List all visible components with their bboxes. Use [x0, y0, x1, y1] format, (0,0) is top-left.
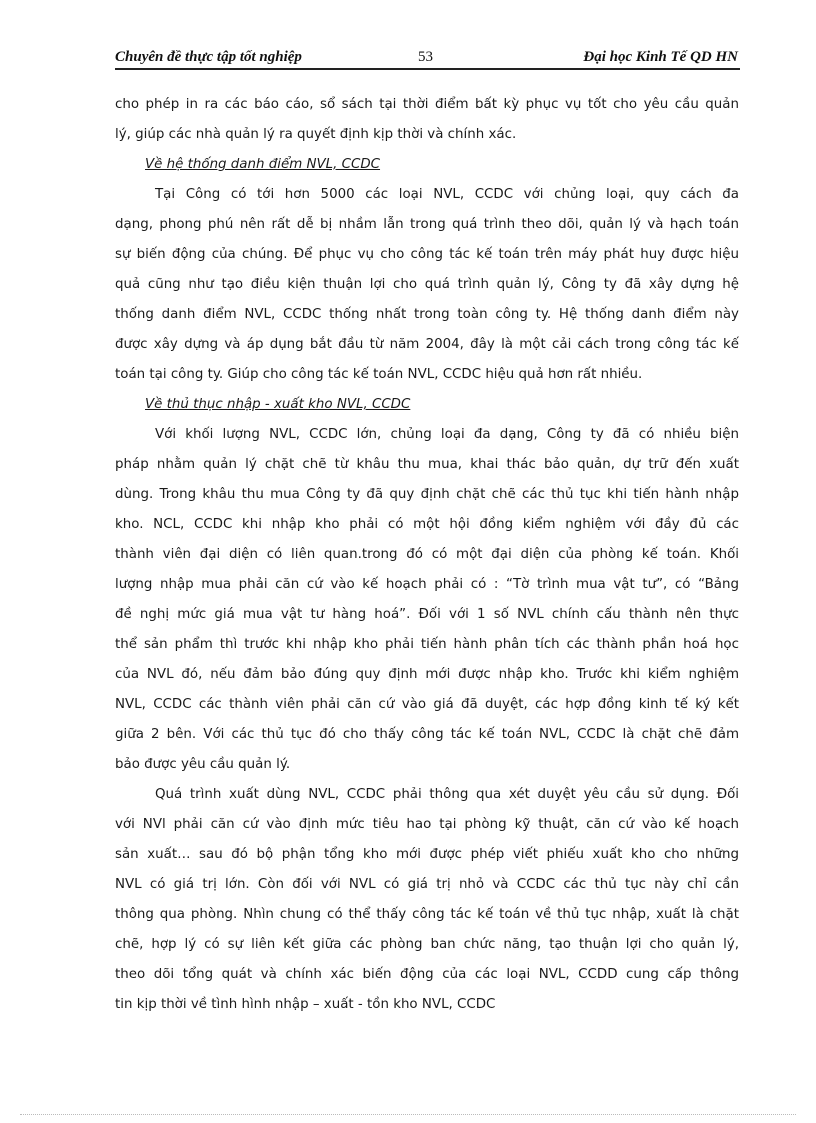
text-line: đề nghị mức giá mua vật tư hàng hoá”. Đối với 1 số NVL chính cấu thành nên thực	[115, 607, 739, 622]
text-line: pháp nhằm quản lý chặt chẽ từ khâu thu mua, khai thác bảo quản, dự trữ đến xuất	[115, 457, 739, 472]
text-line: Quá trình xuất dùng NVL, CCDC phải thông qua xét duyệt yêu cầu sử dụng. Đối	[155, 787, 739, 802]
text-line: dạng, phong phú nên rất dễ bị nhầm lẫn trong quá trình theo dõi, quản lý và hạch toán	[115, 217, 739, 232]
text-line: thành viên đại diện có liên quan.trong đó có một đại diện của phòng kế toán. Khối	[115, 547, 739, 562]
text-line: giữa 2 bên. Với các thủ tục đó cho thấy công tác kế toán NVL, CCDC là chặt chẽ đảm	[115, 727, 739, 742]
text-line: chẽ, hợp lý có sự liên kết giữa các phòng ban chức năng, tạo thuận lợi cho quản lý,	[115, 937, 739, 952]
page-number: 53	[418, 49, 433, 65]
text-line: sản xuất… sau đó bộ phận tổng kho mới được phép viết phiếu xuất kho cho những	[115, 847, 739, 862]
text-line: với NVl phải căn cứ vào định mức tiêu hao tại phòng kỹ thuật, căn cứ vào kế hoạch	[115, 817, 739, 832]
text-line: thể sản phẩm thì trước khi nhập kho phải tiến hành phân tích các thành phần hoá học	[115, 637, 739, 652]
text-line: lý, giúp các nhà quản lý ra quyết định kịp thời và chính xác.	[115, 127, 517, 142]
text-line: dùng. Trong khâu thu mua Công ty đã quy định chặt chẽ các thủ tục khi tiến hành nhập	[115, 487, 739, 502]
text-line: quả cũng như tạo điều kiện thuận lợi cho quá trình quản lý, Công ty đã xây dựng hệ	[115, 277, 739, 292]
text-line: thông qua phòng. Nhìn chung có thể thấy công tác kế toán về thủ tục nhập, xuất là chặt	[115, 907, 739, 922]
text-line: kho. NCL, CCDC khi nhập kho phải có một hội đồng kiểm nghiệm với đầy đủ các	[115, 517, 739, 532]
text-line: toán tại công ty. Giúp cho công tác kế toán NVL, CCDC hiệu quả hơn rất nhiều.	[115, 367, 643, 382]
text-line: theo dõi tổng quát và chính xác biến động của các loại NVL, CCDD cung cấp thông	[115, 967, 739, 982]
text-line: sự biến động của chúng. Để phục vụ cho công tác kế toán trên máy phát huy được hiệu	[115, 247, 739, 262]
text-line: tin kịp thời về tình hình nhập – xuất - tồn kho NVL, CCDC	[115, 997, 496, 1012]
text-line: bảo được yêu cầu quản lý.	[115, 757, 291, 772]
text-line: cho phép in ra các báo cáo, sổ sách tại thời điểm bất kỳ phục vụ tốt cho yêu cầu quản	[115, 97, 739, 112]
section-heading: Về thủ thục nhập - xuất kho NVL, CCDC	[145, 397, 411, 412]
text-line: thống danh điểm NVL, CCDC thống nhất trong toàn công ty. Hệ thống danh điểm này	[115, 307, 739, 322]
text-line: của NVL đó, nếu đảm bảo đúng quy định mới được nhập kho. Trước khi kiểm nghiệm	[115, 667, 739, 682]
header-right-title: Đại học Kinh Tế QD HN	[583, 49, 738, 65]
header-left-title: Chuyên đề thực tập tốt nghiệp	[115, 49, 302, 65]
page-header	[115, 46, 740, 70]
text-line: NVL, CCDC các thành viên phải căn cứ vào giá đã duyệt, các hợp đồng kinh tế ký kết	[115, 697, 739, 712]
text-line: Với khối lượng NVL, CCDC lớn, chủng loại đa dạng, Công ty đã có nhiều biện	[155, 427, 739, 442]
text-line: Tại Công có tới hơn 5000 các loại NVL, CCDC với chủng loại, quy cách đa	[155, 187, 739, 202]
text-line: được xây dựng và áp dụng bắt đầu từ năm 2004, đây là một cải cách trong công tác kế	[115, 337, 739, 352]
section-heading: Về hệ thống danh điểm NVL, CCDC	[145, 157, 381, 172]
document-body	[115, 90, 739, 1020]
text-line: lượng nhập mua phải căn cứ vào kế hoạch phải có : “Tờ trình mua vật tư”, có “Bảng	[115, 577, 739, 592]
page-bottom-border	[20, 1114, 796, 1115]
text-line: NVL có giá trị lớn. Còn đối với NVL có giá trị nhỏ và CCDC các thủ tục này chỉ cần	[115, 877, 739, 892]
